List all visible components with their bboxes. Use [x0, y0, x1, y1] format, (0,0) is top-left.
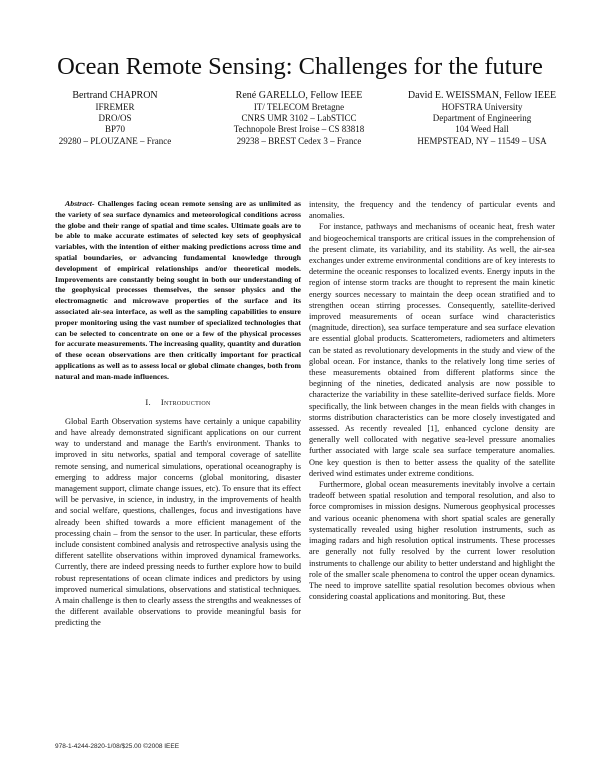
paper-title: Ocean Remote Sensing: Challenges for the future [57, 53, 543, 80]
body-paragraph: intensity, the frequency and the tendency of particular events and anomalies. [309, 200, 555, 221]
author-affiliation-line: IT/ TELECOM Bretagne [253, 102, 345, 112]
body-paragraph: Furthermore, global ocean measurements inevitably involve a certain tradeoff between spatial resolution and temporal resolution, and also to force compromises in mission designs. Numerous geophysical processes and various oceanic phenomena with short spatial scales are generally systematically revealed using higher resolution instruments, such as imaging radars and high resolution optical instruments. These processes are generally not fully resolved by the current lower resolution instruments to challenge our ability to better understand and highlight the role of the smaller scale phenomena to control the upper ocean dynamics. The need to improve satellite spatial resolution becomes obvious when considering coastal applications and monitoring. But, these [309, 480, 555, 602]
author-affiliation-line: 104 Weed Hall [455, 124, 509, 135]
right-column [309, 199, 555, 602]
author-name: René GARELLO, Fellow IEEE [235, 90, 363, 101]
author-name: David E. WEISSMAN, Fellow IEEE [407, 90, 557, 101]
section-heading [55, 397, 301, 408]
author-block-3 [397, 90, 567, 147]
author-affiliation-line: 29280 – PLOUZANE – France [58, 135, 172, 146]
author-affiliation-line: BP70 [104, 124, 125, 135]
abstract-text: Challenges facing ocean remote sensing are as unlimited as the variety of sea surface dynamics and meteorological conditions across the globe and their range of spatial and time scales. Ultimate goals are to be able to make accurate estimates of selected key sets of geophysical variables, with the intention of either making predictions across time and spatial boundaries, or advancing fundamental knowledge through development of empirical relationships and/or theoretical models. Improvements are constantly being sought in both our understanding of the geophysical processes themselves, the sensor physics and the electromagnetic and microwave properties of the surface and its associated air-sea interface, as well as the sampling capabilities to ensure proper monitoring using the vast number of specialized technologies that can be selected to concentrate on one or a few of the physical processes for accurate measurements. The increasing quality, quantity and duration of these ocean observations are then critically important for practical applications as well as to assess local or global climate changes, both from natural and man-made influences. [55, 199, 302, 381]
author-affiliation-line: IFREMER [95, 102, 135, 112]
author-affiliation-line: DRO/OS [98, 113, 132, 124]
section-title: Introduction [160, 396, 211, 407]
body-paragraph: Global Earth Observation systems have certainly a unique capability and have already demonstrated significant applications on our current way to understand and manage the Earth's environment. Thanks to improved in situ networks, spatial and temporal coverage of satellite remote sensing, and numerical simulations, operational oceanography is emerging to address major concerns (global monitoring, disaster management support, climate change issues, etc). To ensure that its effect will be pervasive, in science, in industry, in the improvements of health and social welfare, questions, challenges, focus and investigations have already been shifted towards a more efficient management of the processing chain – from the sensor to the user. In particular, these efforts include consistent combined analysis and retrospective analysis using the different satellite observations within improved dynamical frameworks. Currently, there are indeed pressing needs to further explore how to build robust representations of ocean climate indices and predictors by using improved numerical simulations, observations and statistical techniques. A main challenge is then to clearly assess the strengths and weaknesses of the different available observations to provide meaningful basis for predicting the [55, 416, 301, 628]
abstract-label: Abstract- [65, 199, 95, 208]
author-affiliation-line: HOFSTRA University [441, 102, 523, 112]
author-affiliation-line: CNRS UMR 3102 – LabSTICC [241, 113, 357, 124]
author-affiliation-line: 29238 – BREST Cedex 3 – France [236, 135, 362, 146]
copyright-footer: 978-1-4244-2820-1/08/$25.00 ©2008 IEEE [55, 743, 180, 750]
left-column [55, 199, 301, 629]
author-block-1 [30, 90, 200, 147]
abstract [55, 199, 301, 383]
author-affiliation-line: HEMPSTEAD, NY – 11549 – USA [417, 135, 547, 146]
author-affiliation-line: Technopole Brest Iroise – CS 83818 [233, 124, 365, 135]
author-block-2 [214, 90, 384, 147]
author-name: Bertrand CHAPRON [72, 90, 158, 101]
author-affiliation-line: Department of Engineering [432, 113, 532, 124]
body-paragraph: For instance, pathways and mechanisms of oceanic heat, fresh water and biogeochemical transports are critical issues in the comprehension of the present climate, its variability, and its stability. As well, the air-sea exchanges under extreme environmental conditions are of key interests to determine the oceanic responses to localized events. Energy inputs in the region of intense storm tracks are thought to represent the main kinetic energy sources necessary to maintain the deep ocean stratified and to strengthen ocean stirring processes. Consequently, satellite-derived improved measurements of ocean surface wind characteristics (magnitude, direction), sea surface temperature and sea surface elevation are essential global products. Scatterometers, radiometers and altimeters can be stated as revolutionary developments in the study and view of the global ocean. For instance, thanks to the relatively long time series of these measurements obtained from different platforms since the beginning of the nineties, dedicated analysis are now possible to characterize the variability in these satellite-derived surface fields. More specifically, the link between changes in the mean fields with changes in storms distribution characteristics can be more closely investigated and assessed. As recently revealed [1], enhanced cyclone density are generally well collocated with negative sea-level pressure anomalies further associated with large scale sea surface temperature anomalies. One key question is then to better assess the quality of the satellite derived wind estimates under extreme conditions. [309, 222, 555, 478]
section-number: I. [145, 396, 152, 407]
